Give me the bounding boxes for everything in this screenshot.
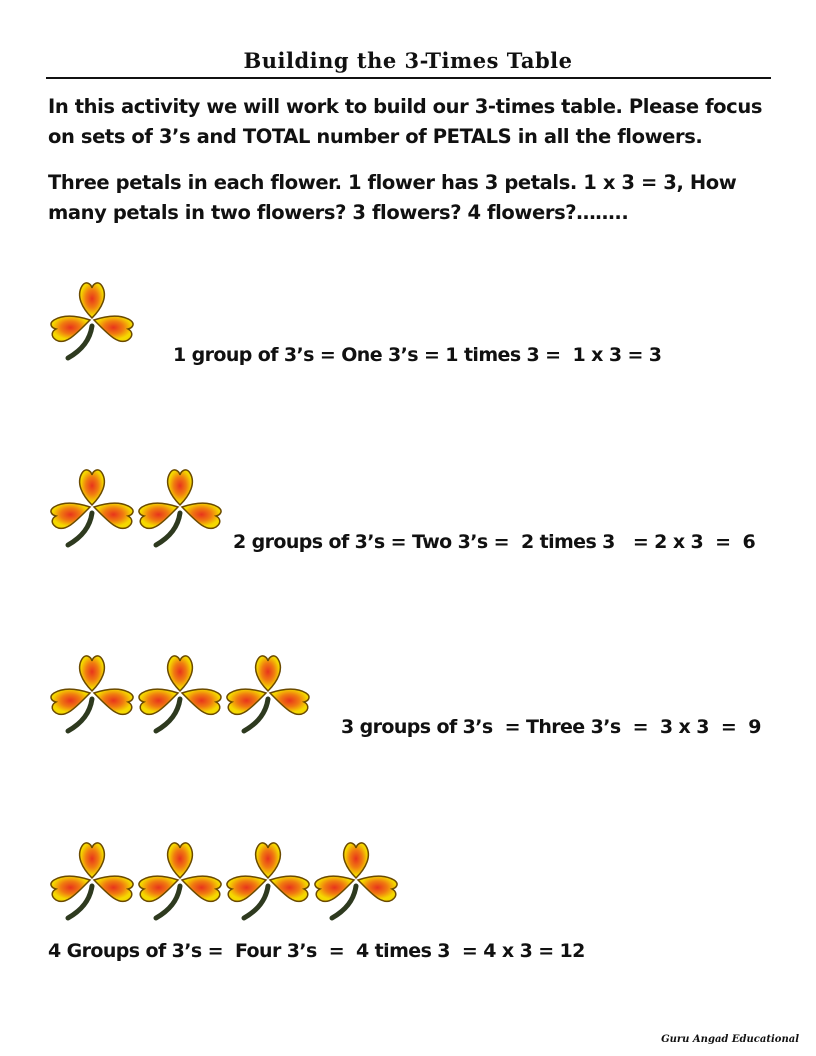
flower-icon: [310, 838, 400, 928]
equation-row-3: 3 groups of 3’s = Three 3’s = 3 x 3 = 9: [341, 716, 761, 738]
flower-icon: [134, 651, 224, 741]
flower-icon: [222, 651, 312, 741]
worksheet-title: Building the 3-Times Table: [243, 48, 573, 73]
flower-icon: [134, 838, 224, 928]
equation-row-2: 2 groups of 3’s = Two 3’s = 2 times 3 = 2 x 3 = 6: [233, 531, 756, 553]
flower-icon: [46, 838, 136, 928]
flower-icon: [46, 651, 136, 741]
flower-icon: [46, 465, 136, 555]
equation-row-4: 4 Groups of 3’s = Four 3’s = 4 times 3 = 4 x 3 = 12: [48, 940, 585, 962]
question-paragraph: Three petals in each flower. 1 flower has 3 petals. 1 x 3 = 3, How many petals in two flowers? 3 flowers? 4 flowers?……..: [48, 171, 737, 224]
flower-icon: [222, 838, 312, 928]
title-underline: [46, 77, 771, 79]
intro-paragraph: In this activity we will work to build our 3-times table. Please focus on sets of 3’s and TOTAL number of PETALS in all the flowers.: [48, 95, 763, 148]
flower-icon: [46, 278, 136, 368]
flower-icon: [134, 465, 224, 555]
publisher-footer: Guru Angad Educational: [661, 1034, 799, 1045]
equation-row-1: 1 group of 3’s = One 3’s = 1 times 3 = 1 x 3 = 3: [173, 344, 662, 366]
